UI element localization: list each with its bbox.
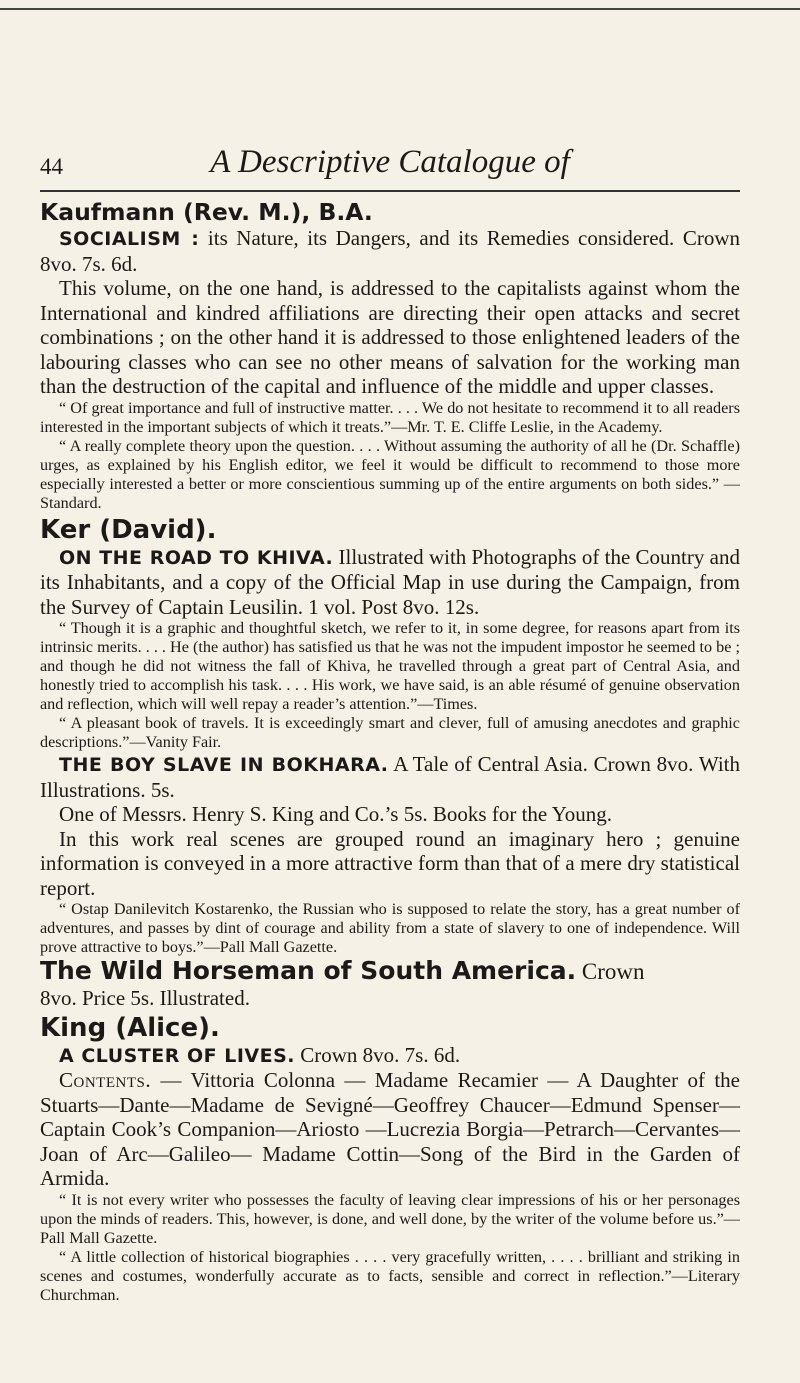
running-title: A Descriptive Catalogue of bbox=[210, 144, 570, 180]
book-details: Crown 8vo. 7s. 6d. bbox=[295, 1042, 461, 1067]
page-header bbox=[40, 140, 740, 190]
book-entry bbox=[40, 957, 740, 986]
review-quote: “ A pleasant book of travels. It is exceedingly smart and clever, full of amusing anecdotes and graphic descriptions.”—Vanity Fair. bbox=[40, 714, 740, 751]
contents-text: — Vittoria Colonna — Madame Recamier — A Daughter of the Stuarts—Dante—Madame de Sevigné—Geoffrey Chaucer—Edmund Spenser—Captain Cook’s Companion—Ariosto —Lucrezia Borgia—Petrarch—Cervantes—Joan of Arc—Galileo— Madame Cottin—Song of the Bird in the Garden of Armida. bbox=[40, 1068, 740, 1190]
book-title: The Wild Horseman of South America. bbox=[40, 956, 577, 985]
catalogue-content bbox=[40, 196, 740, 1305]
author-heading: Ker (David). bbox=[40, 514, 217, 545]
book-title: ON THE ROAD TO KHIVA. bbox=[59, 546, 334, 569]
review-quote: “ Ostap Danilevitch Kostarenko, the Russian who is supposed to relate the story, has a great number of adventures, and passes by dint of courage and ability from a state of slavery to one of independence. Will prove attractive to boys.”—Pall Mall Gazette. bbox=[40, 900, 740, 956]
page-number: 44 bbox=[40, 154, 63, 179]
book-entry bbox=[40, 752, 740, 802]
book-details: Illustrated with Photographs of the Country and its Inhabitants, and a copy of the Official Map in use during the Campaign, from the Survey of Captain Leusilin. 1 vol. Post 8vo. 12s. bbox=[40, 544, 740, 619]
book-entry bbox=[40, 545, 740, 620]
contents-label: Contents. bbox=[59, 1068, 152, 1092]
contents-list bbox=[40, 1068, 740, 1191]
book-details: 8vo. Price 5s. Illustrated. bbox=[40, 986, 250, 1010]
book-title: SOCIALISM : bbox=[59, 228, 200, 250]
book-details: its Nature, its Dangers, and its Remedies considered. Crown 8vo. 7s. 6d. bbox=[40, 226, 740, 276]
book-details: A Tale of Central Asia. Crown 8vo. With Illustrations. 5s. bbox=[40, 752, 740, 802]
book-title: THE BOY SLAVE IN BOKHARA. bbox=[59, 754, 389, 776]
review-quote: “ Though it is a graphic and thoughtful sketch, we refer to it, in some degree, for reasons apart from its intrinsic merits. . . . He (the author) has satisfied us that he was not the impudent impostor he seemed to be ; and though he did not witness the fall of Khiva, he travelled through a great part of Central Asia, and honestly tried to accomplish his task. . . . His work, we have said, is an able résumé of genuine observation and reflection, which will well repay a reader’s attention.”—Times. bbox=[40, 619, 740, 713]
author-heading: Kaufmann (Rev. M.), B.A. bbox=[40, 198, 373, 226]
review-quote: “ A little collection of historical biographies . . . . very gracefully written, . . . . brilliant and striking in scenes and costumes, wonderfully accurate as to facts, sensible and correct in reflection.”—Literary Churchman. bbox=[40, 1247, 740, 1304]
author-heading: King (Alice). bbox=[40, 1012, 220, 1043]
book-details: Crown bbox=[576, 959, 645, 984]
top-rule bbox=[0, 8, 800, 10]
book-description: In this work real scenes are grouped round an imaginary hero ; genuine information is conveyed in a more attractive form than that of a mere dry statistical report. bbox=[40, 826, 740, 900]
book-entry bbox=[40, 1043, 740, 1069]
series-note: One of Messrs. Henry S. King and Co.’s 5s. Books for the Young. bbox=[59, 802, 613, 826]
review-quote: “ A really complete theory upon the question. . . . Without assuming the authority of all he (Dr. Schaffle) urges, as explained by his English editor, we feel it would be difficult to recommend to those more especially interested a better or more conscientious summing up of the entire arguments on both sides.” —Standard. bbox=[40, 436, 740, 512]
header-rule bbox=[40, 190, 740, 192]
review-quote: “ It is not every writer who possesses the faculty of leaving clear impressions of his or her personages upon the minds of readers. This, however, is done, and well done, by the writer of the volume before us.”—Pall Mall Gazette. bbox=[40, 1190, 740, 1247]
book-description: This volume, on the one hand, is addressed to the capitalists against whom the International and kindred affiliations are directing their open attacks and secret combinations ; on the other hand it is addressed to those enlightened leaders of the labouring classes who can see no other means of salvation for the working man than the destruction of the capital and influence of the middle and upper classes. bbox=[40, 276, 740, 398]
review-quote: “ Of great importance and full of instructive matter. . . . We do not hesitate to recommend it to all readers interested in the important subjects of which it treats.”—Mr. T. E. Cliffe Leslie, in the Academy. bbox=[40, 398, 740, 436]
book-title: A CLUSTER OF LIVES. bbox=[59, 1044, 295, 1067]
book-entry bbox=[40, 226, 740, 276]
